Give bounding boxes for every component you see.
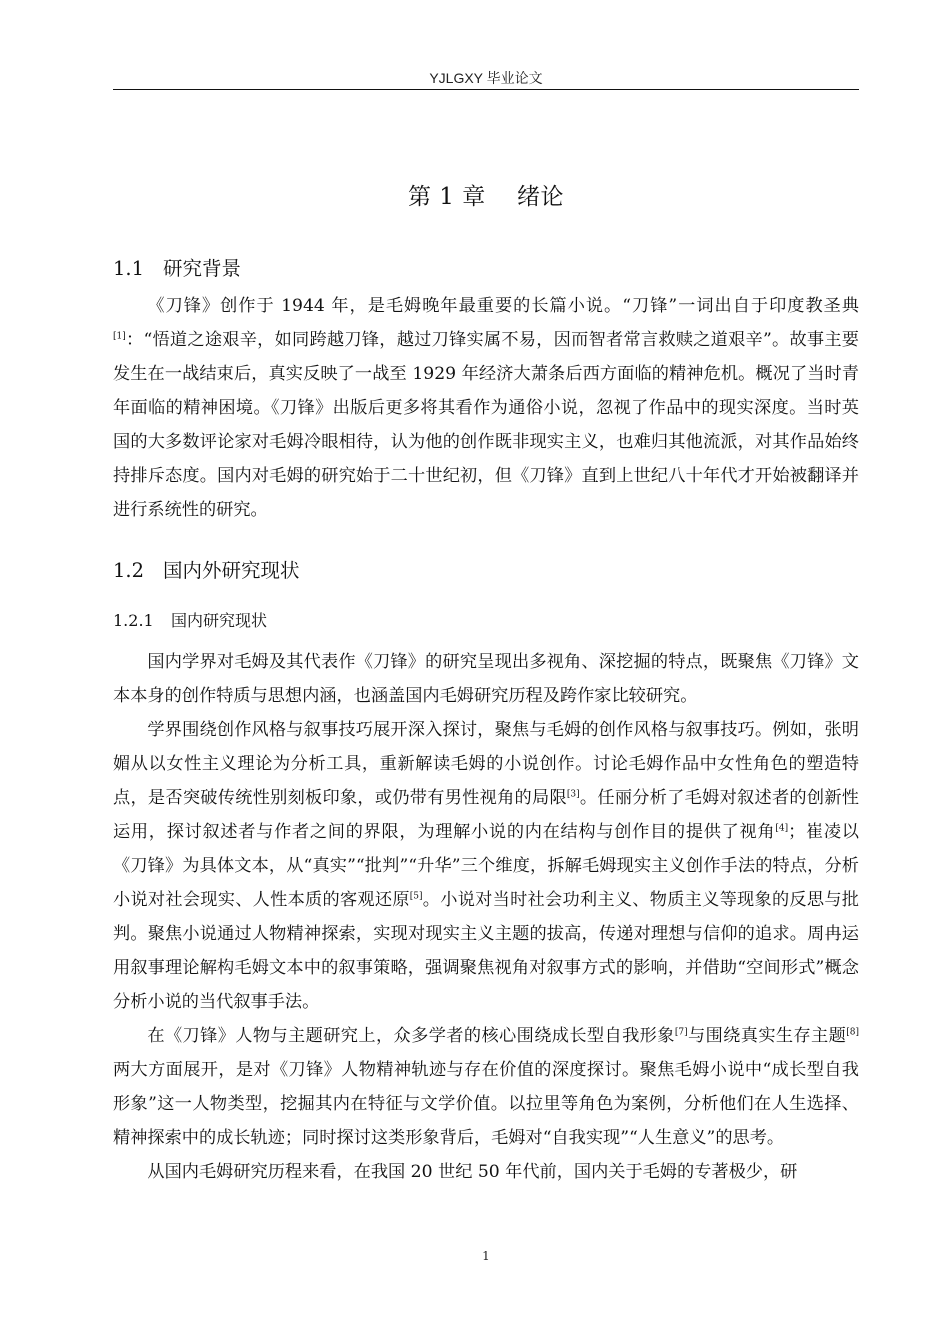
section-heading-1-1 bbox=[113, 253, 241, 281]
paragraph bbox=[113, 713, 859, 1019]
text-run: 与围绕真实生存主题 bbox=[687, 1026, 847, 1046]
chapter-title: 第 1 章 绪论 bbox=[408, 184, 564, 210]
section-title: 国内外研究现状 bbox=[163, 559, 300, 582]
section-number: 1.1 bbox=[113, 257, 145, 280]
citation-ref: [1] bbox=[113, 331, 126, 342]
citation-ref: [3] bbox=[566, 789, 580, 800]
text-run: 国内学界对毛姆及其代表作《刀锋》的研究呈现出多视角、深挖掘的特点，既聚焦《刀锋》文本本身的创作特质与思想内涵，也涵盖国内毛姆研究历程及跨作家比较研究。 bbox=[113, 652, 859, 706]
subsection-heading-1-2-1 bbox=[113, 608, 267, 631]
running-header: YJLGXY 毕业论文 bbox=[429, 70, 543, 86]
paragraph bbox=[113, 645, 859, 713]
section-heading-1-2 bbox=[113, 555, 300, 583]
text-run: 。小说对当时社会功利主义、物质主义等现象的反思与批判。聚焦小说通过人物精神探索，实现对现实主义主题的拔高，传递对理想与信仰的追求。周冉运用叙事理论解构毛姆文本中的叙事策略，强调聚焦视角对叙事方式的影响，并借助“空间形式”概念分析小说的当代叙事手法。 bbox=[113, 890, 859, 1012]
paragraph-domestic-research bbox=[113, 645, 859, 1189]
paragraph bbox=[113, 1155, 859, 1189]
text-run: ；崔凌以《刀锋》为具体文本，从“真实”“批判”“升华”三个维度，拆解毛姆现实主义创作手法的特点，分析小说对社会现实、人性本质的客观还原 bbox=[113, 822, 859, 910]
text-run: 两大方面展开，是对《刀锋》人物精神轨迹与存在价值的深度探讨。聚焦毛姆小说中“成长型自我形象”这一人物类型，挖掘其内在特征与文学价值。以拉里等角色为案例，分析他们在人生选择、精神探索中的成长轨迹；同时探讨这类形象背后，毛姆对“自我实现”“人生意义”的思考。 bbox=[113, 1060, 859, 1148]
citation-ref: [7] bbox=[674, 1027, 688, 1038]
header-rule bbox=[113, 89, 859, 90]
subsection-title: 国内研究现状 bbox=[171, 611, 268, 630]
section-number: 1.2 bbox=[113, 559, 145, 582]
paragraph-background bbox=[113, 289, 859, 527]
text-run: 在《刀锋》人物与主题研究上，众多学者的核心围绕成长型自我形象 bbox=[147, 1026, 675, 1046]
paragraph bbox=[113, 1019, 859, 1155]
page-number: 1 bbox=[482, 1249, 490, 1263]
citation-ref: [4] bbox=[775, 823, 789, 834]
text-run: 从国内毛姆研究历程来看，在我国 20 世纪 50 年代前，国内关于毛姆的专著极少，研 bbox=[147, 1162, 798, 1182]
text-run: 学界围绕创作风格与叙事技巧展开深入探讨，聚焦与毛姆的创作风格与叙事技巧。例如，张明媚从以女性主义理论为分析工具，重新解读毛姆的小说创作。讨论毛姆作品中女性角色的塑造特点，是否突破传统性别刻板印象，或仍带有男性视角的局限 bbox=[113, 720, 859, 808]
text-run: 。任丽分析了毛姆对叙述者的创新性运用，探讨叙述者与作者之间的界限，为理解小说的内在结构与创作目的提供了视角 bbox=[113, 788, 859, 842]
text-run: ：“悟道之途艰辛，如同跨越刀锋，越过刀锋实属不易，因而智者常言救赎之道艰辛”。故事主要发生在一战结束后，真实反映了一战至 1929 年经济大萧条后西方面临的精神危机。概况了当时青年面临的精神困境。《刀锋》出版后更多将其看作为通俗小说，忽视了作品中的现实深度。当时英国的大多数评论家对毛姆冷眼相待，认为他的创作既非现实主义，也难归其他流派，对其作品始终持排斥态度。国内对毛姆的研究始于二十世纪初，但《刀锋》直到上世纪八十年代才开始被翻译并进行系统性的研究。 bbox=[113, 330, 859, 520]
citation-ref: [8] bbox=[846, 1027, 859, 1038]
citation-ref: [5] bbox=[409, 891, 423, 902]
text-run: 《刀锋》创作于 1944 年，是毛姆晚年最重要的长篇小说。“刀锋”一词出自于印度教圣典 bbox=[147, 296, 859, 316]
subsection-number: 1.2.1 bbox=[113, 611, 154, 630]
section-title: 研究背景 bbox=[163, 257, 242, 280]
